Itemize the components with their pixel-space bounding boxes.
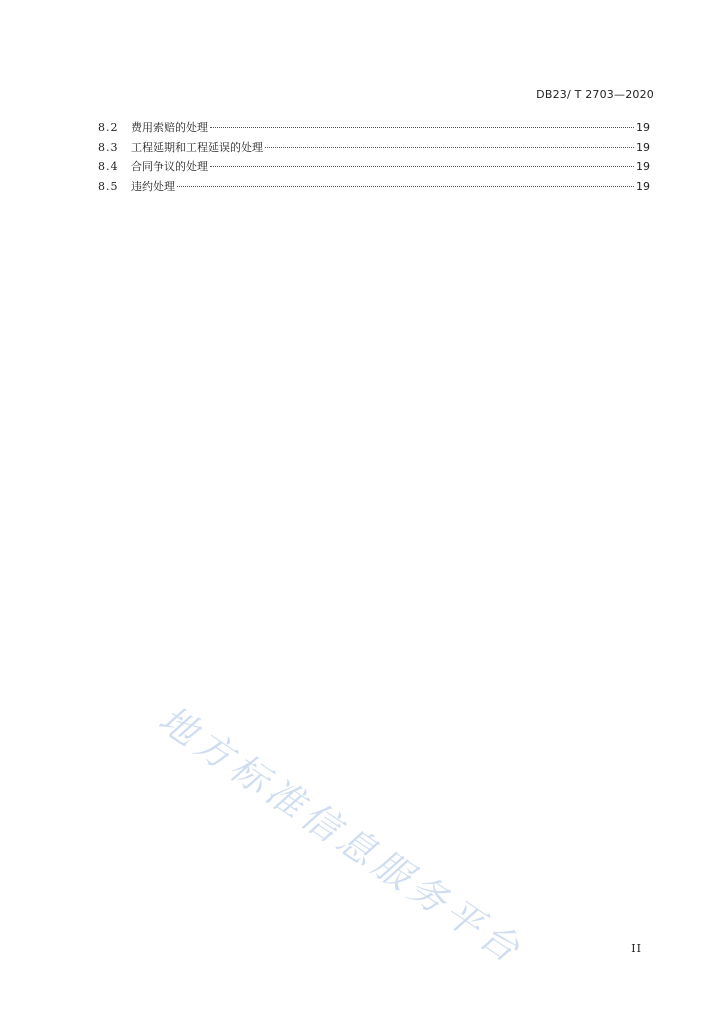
table-of-contents (98, 118, 650, 196)
toc-entry[interactable] (98, 157, 650, 177)
page-number: II (631, 942, 642, 955)
toc-dot-leader (210, 166, 634, 167)
toc-entry-number: 8.5 (98, 179, 119, 193)
toc-entry[interactable] (98, 138, 650, 158)
toc-dot-leader (177, 186, 634, 187)
toc-entry-page: 19 (636, 179, 650, 193)
watermark: 地方标准信息服务平台 (150, 697, 532, 974)
document-code: DB23/ T 2703—2020 (536, 88, 654, 101)
toc-entry-title: 工程延期和工程延误的处理 (131, 140, 263, 154)
toc-dot-leader (265, 147, 634, 148)
toc-entry-page: 19 (636, 160, 650, 173)
toc-entry-title: 违约处理 (131, 179, 175, 193)
toc-entry-title: 费用索赔的处理 (131, 121, 208, 134)
toc-entry-number: 8.3 (98, 140, 119, 154)
toc-entry-title: 合同争议的处理 (131, 160, 208, 173)
toc-entry-number: 8.2 (98, 121, 119, 134)
toc-entry-page: 19 (636, 121, 650, 134)
toc-entry[interactable] (98, 118, 650, 138)
toc-entry-page: 19 (636, 140, 650, 154)
toc-entry[interactable] (98, 177, 650, 197)
toc-entry-number: 8.4 (98, 160, 119, 173)
toc-dot-leader (210, 127, 634, 128)
